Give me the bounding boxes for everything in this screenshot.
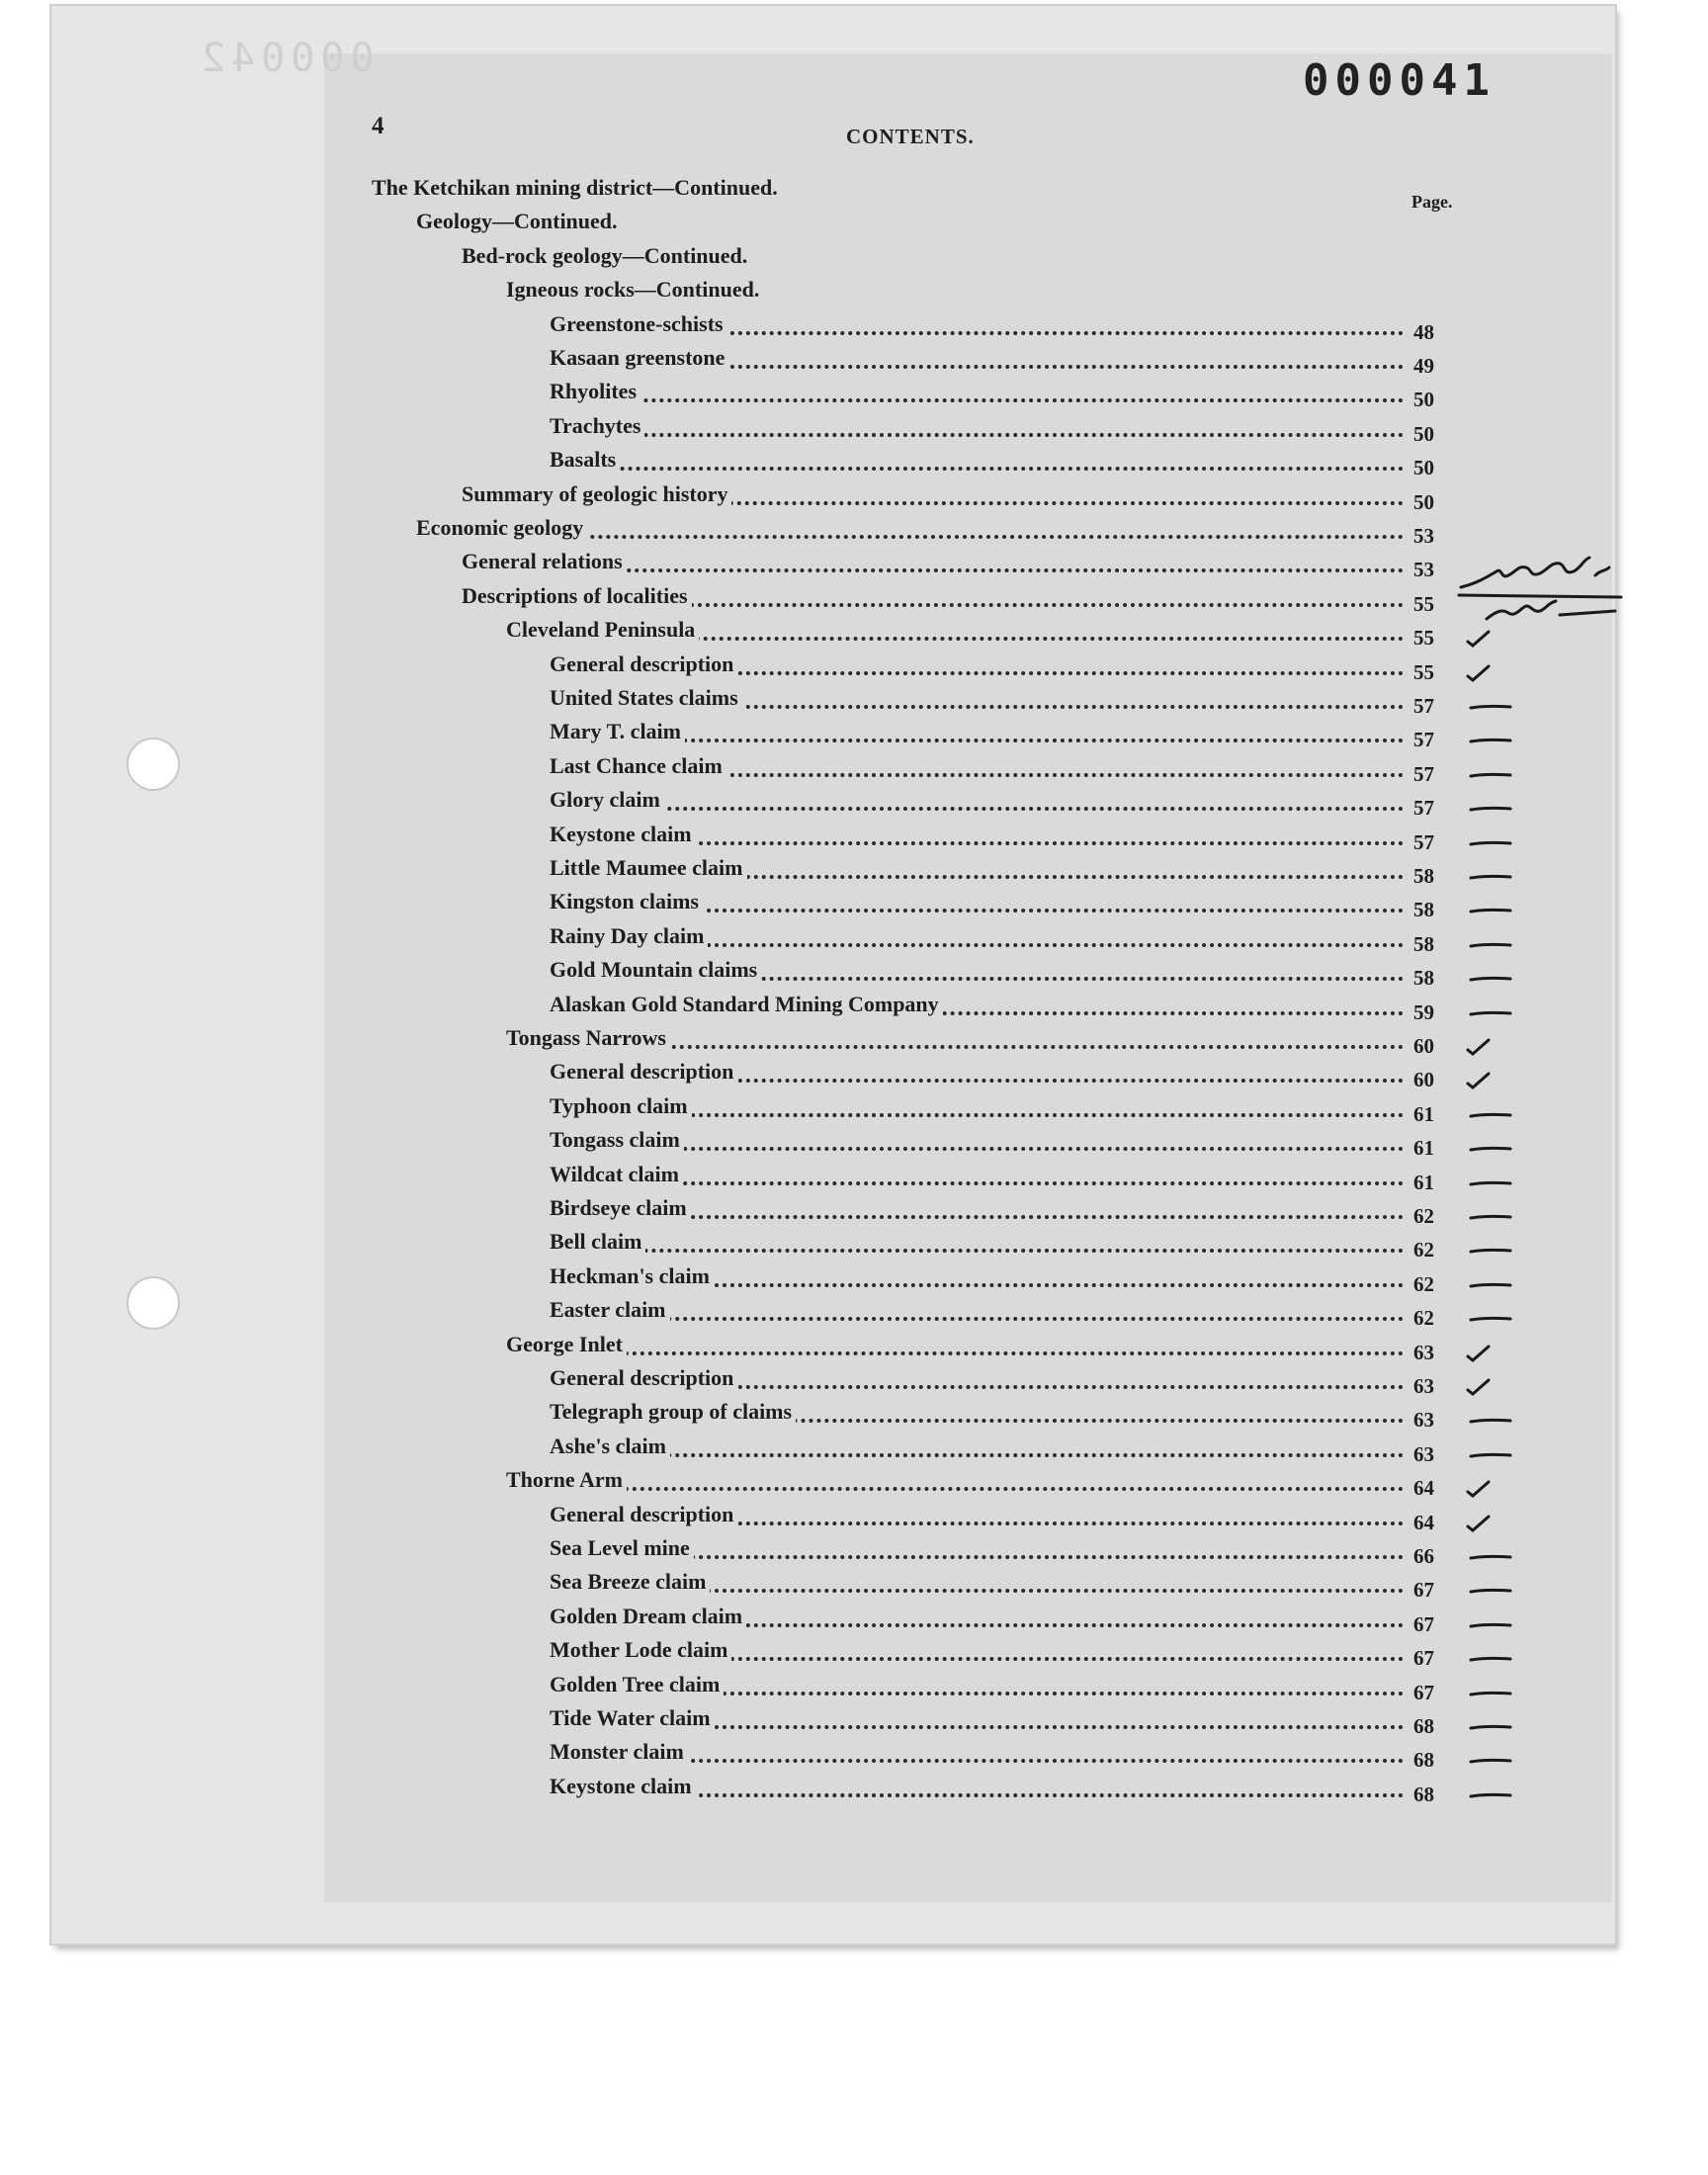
toc-entry-label: Mary T. claim [550,718,685,745]
handwritten-dash-icon [1465,1716,1520,1738]
toc-entry-page: 60 [1413,1068,1434,1092]
dot-leader [550,1453,1404,1457]
toc-entry-page: 57 [1413,728,1434,752]
toc-entry-label: Rainy Day claim [550,922,708,950]
toc-entry-label: General description [550,1501,737,1528]
handwritten-dash-icon [1465,1750,1520,1772]
toc-entry-label: Telegraph group of claims [550,1398,796,1426]
toc-entry [0,1433,1434,1466]
toc-entry-page: 64 [1413,1510,1434,1534]
handwritten-dash-icon [1465,1648,1520,1670]
handwritten-dash-icon [1465,832,1520,854]
toc-entry-label: Rhyolites [550,378,640,405]
toc-entry-label: Last Chance claim [550,752,726,780]
toc-entry-label: Little Maumee claim [550,854,747,882]
toc-entry [0,1331,1434,1364]
toc-entry-label: Typhoon claim [550,1092,692,1120]
toc-entry-page: 50 [1413,489,1434,514]
handwritten-check-icon [1465,1376,1520,1398]
dot-leader [506,1487,1404,1491]
handwritten-dash-icon [1465,1308,1520,1330]
handwritten-dash-icon [1465,798,1520,820]
toc-entry-label: Keystone claim [550,1773,696,1800]
handwritten-dash-icon [1465,1138,1520,1160]
dot-leader [550,398,1404,402]
handwritten-annotation [1457,554,1625,633]
toc-entry [0,1194,1434,1228]
toc-entry [0,174,1404,206]
toc-entry [0,1364,1434,1398]
toc-entry-page: 60 [1413,1034,1434,1058]
dot-leader [506,1351,1404,1355]
toc-entry-label: Mother Lode claim [550,1636,731,1664]
handwritten-check-icon [1465,1036,1520,1058]
handwritten-dash-icon [1465,1546,1520,1568]
toc-entry-page: 57 [1413,829,1434,854]
toc-entry-label: Gold Mountain claims [550,956,761,984]
toc-entry-page: 67 [1413,1578,1434,1603]
toc-entry [0,956,1434,991]
toc-entry-label: General description [550,1058,737,1086]
handwritten-dash-icon [1465,696,1520,718]
toc-entry-page: 58 [1413,864,1434,888]
toc-entry-label: Descriptions of localities [462,582,692,610]
toc-entry [0,1092,1434,1126]
handwritten-check-icon [1465,1513,1520,1534]
bleed-through-number: 000042 [196,36,375,81]
toc-entry-page: 68 [1413,1782,1434,1806]
toc-entry [0,752,1434,786]
toc-entry-label: Sea Breeze claim [550,1568,710,1596]
toc-entry [0,344,1434,378]
toc-entry-page: 66 [1413,1544,1434,1568]
toc-entry-page: 68 [1413,1714,1434,1738]
toc-entry-page: 62 [1413,1306,1434,1331]
toc-entry [0,1398,1434,1433]
handwritten-check-icon [1465,1070,1520,1091]
toc-entry [0,821,1434,854]
toc-entry-label: Economic geology [416,514,587,542]
toc-entry-page: 50 [1413,421,1434,446]
dot-leader [550,1249,1404,1253]
toc-entry-label: United States claims [550,684,742,712]
dot-leader [550,807,1404,811]
toc-entry-page: 58 [1413,898,1434,922]
toc-entry-page: 64 [1413,1476,1434,1501]
toc-entry-label: Basalts [550,446,620,474]
toc-entry-page: 61 [1413,1101,1434,1126]
toc-entry-label: Kasaan greenstone [550,344,728,372]
toc-entry [0,1738,1434,1773]
toc-entry-page: 61 [1413,1170,1434,1194]
handwritten-check-icon [1465,1343,1520,1364]
toc-entry [0,446,1434,480]
toc-entry-page: 57 [1413,761,1434,786]
toc-entry-page: 55 [1413,626,1434,651]
toc-entry-page: 50 [1413,388,1434,412]
handwritten-check-icon [1465,1478,1520,1500]
toc-entry-page: 50 [1413,456,1434,480]
toc-entry-label: Tide Water claim [550,1704,715,1732]
toc-entry-label: Heckman's claim [550,1262,714,1290]
toc-entry-label: Trachytes [550,412,644,440]
document-number-stamp: 000041 [1303,55,1495,106]
toc-entry-label: Bed-rock geology—Continued. [462,242,751,270]
toc-entry-label: Igneous rocks—Continued. [506,276,763,304]
handwritten-dash-icon [1465,1274,1520,1296]
handwritten-dash-icon [1465,1410,1520,1432]
dot-leader [550,433,1404,437]
toc-entry-label: Geology—Continued. [416,208,622,235]
toc-entry-page: 49 [1413,354,1434,378]
toc-entry-label: Greenstone-schists [550,310,727,338]
toc-entry-label: Alaskan Gold Standard Mining Company [550,991,943,1018]
handwritten-dash-icon [1465,1784,1520,1806]
toc-entry-label: Easter claim [550,1296,670,1324]
toc-entry [0,480,1434,514]
toc-entry [0,1466,1434,1501]
toc-entry [0,208,1404,239]
toc-entry-page: 48 [1413,319,1434,344]
toc-entry-label: Bell claim [550,1228,645,1256]
toc-entry-label: Monster claim [550,1738,688,1766]
toc-entry [0,1501,1434,1534]
toc-entry [0,888,1434,922]
handwritten-dash-icon [1465,1206,1520,1228]
toc-entry [0,582,1434,616]
toc-entry-page: 59 [1413,1000,1434,1024]
toc-entry [0,1296,1434,1331]
toc-entry [0,1262,1434,1296]
toc-entry [0,991,1434,1024]
toc-entry-page: 55 [1413,591,1434,616]
toc-entry [0,684,1434,718]
toc-entry [0,276,1404,307]
toc-entry [0,1126,1434,1161]
toc-entry-label: Wildcat claim [550,1161,683,1188]
handwritten-dash-icon [1465,866,1520,888]
toc-entry-label: Glory claim [550,786,664,814]
toc-entry [0,1534,1434,1568]
handwritten-dash-icon [1465,968,1520,990]
toc-entry-page: 62 [1413,1238,1434,1262]
toc-entry-page: 57 [1413,796,1434,821]
toc-entry-label: Golden Tree claim [550,1671,724,1698]
toc-entry [0,854,1434,888]
toc-entry [0,378,1434,412]
toc-entry [0,616,1434,651]
dot-leader [550,467,1404,471]
toc-entry-label: Thorne Arm [506,1466,627,1494]
toc-entry-label: Keystone claim [550,821,696,848]
toc-entry-label: Golden Dream claim [550,1603,746,1630]
handwritten-dash-icon [1465,764,1520,786]
toc-entry-page: 55 [1413,659,1434,684]
toc-entry-page: 57 [1413,694,1434,718]
toc-entry-page: 53 [1413,558,1434,582]
toc-entry [0,514,1434,548]
toc-entry [0,1773,1434,1806]
toc-entry [0,1161,1434,1194]
toc-entry-label: General description [550,1364,737,1392]
toc-entry [0,1704,1434,1738]
toc-entry [0,1636,1434,1671]
handwritten-dash-icon [1465,1444,1520,1466]
toc-entry-page: 63 [1413,1408,1434,1433]
toc-entry-label: General relations [462,548,627,575]
toc-entry-label: Kingston claims [550,888,703,915]
toc-entry-page: 62 [1413,1204,1434,1228]
toc-entry-page: 63 [1413,1340,1434,1364]
toc-entry [0,1671,1434,1704]
handwritten-dash-icon [1465,1614,1520,1636]
toc-entry [0,242,1404,274]
toc-entry-label: Summary of geologic history [462,480,731,508]
toc-entry-label: Cleveland Peninsula [506,616,699,644]
handwritten-dash-icon [1465,900,1520,921]
handwritten-dash-icon [1465,1240,1520,1262]
toc-entry-page: 63 [1413,1374,1434,1398]
toc-entry-page: 63 [1413,1441,1434,1466]
toc-entry [0,718,1434,752]
toc-entry [0,548,1434,582]
toc-entry-page: 58 [1413,931,1434,956]
toc-entry-page: 61 [1413,1136,1434,1161]
toc-entry-label: The Ketchikan mining district—Continued. [372,174,782,202]
toc-entry [0,310,1434,344]
page-column-label: Page. [1411,192,1453,212]
toc-entry [0,1568,1434,1603]
handwritten-check-icon [1465,662,1520,684]
dot-leader [550,1317,1404,1321]
toc-entry [0,651,1434,684]
toc-entry [0,1024,1434,1058]
toc-entry-label: George Inlet [506,1331,627,1358]
toc-entry [0,922,1434,956]
toc-entry-label: Tongass Narrows [506,1024,670,1052]
toc-entry [0,1603,1434,1636]
toc-entry-label: General description [550,651,737,678]
toc-entry [0,1058,1434,1092]
toc-entry-label: Ashe's claim [550,1433,670,1460]
toc-entry-page: 53 [1413,524,1434,548]
handwritten-dash-icon [1465,1580,1520,1602]
handwritten-dash-icon [1465,1002,1520,1024]
handwritten-dash-icon [1465,1173,1520,1194]
handwritten-dash-icon [1465,1104,1520,1126]
toc-entry-label: Sea Level mine [550,1534,694,1562]
toc-entry-page: 67 [1413,1611,1434,1636]
toc-entry-page: 68 [1413,1748,1434,1773]
handwritten-dash-icon [1465,1683,1520,1704]
handwritten-dash-icon [1465,934,1520,956]
toc-entry [0,786,1434,821]
toc-entry [0,1228,1434,1262]
toc-entry-label: Birdseye claim [550,1194,691,1222]
handwritten-dash-icon [1465,730,1520,751]
toc-entry-page: 62 [1413,1271,1434,1296]
toc-entry-page: 67 [1413,1646,1434,1671]
toc-entry-label: Tongass claim [550,1126,684,1154]
page-title: CONTENTS. [846,125,975,148]
toc-entry-page: 58 [1413,966,1434,991]
toc-entry [0,412,1434,446]
toc-entry-page: 67 [1413,1680,1434,1704]
page-number: 4 [372,113,384,139]
